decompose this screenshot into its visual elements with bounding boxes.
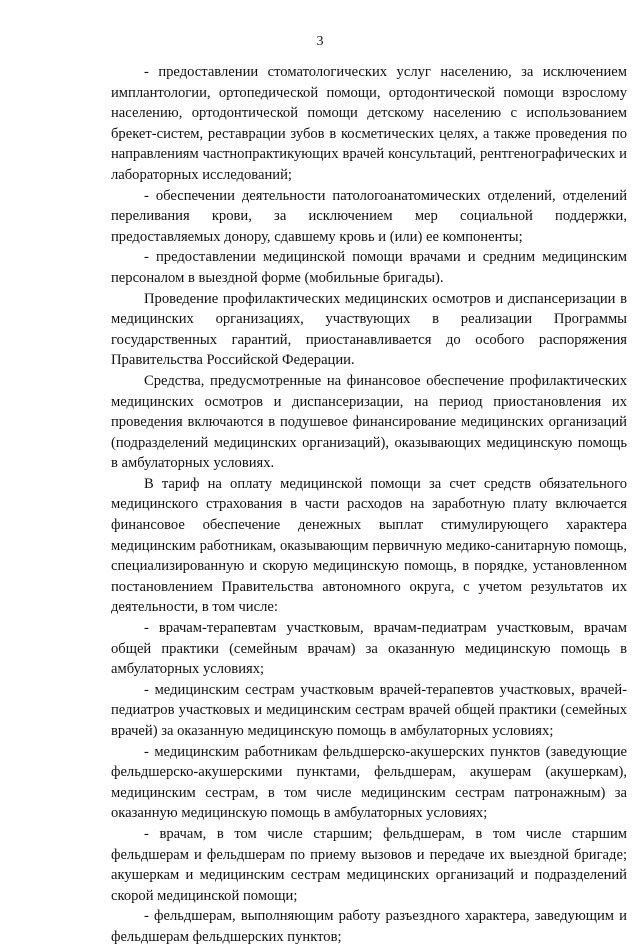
paragraph: - врачам-терапевтам участковым, врачам-педиатрам участковым, врачам общей практики (семейным врачам) за оказанную медицинскую помощь в амбулаторных условиях; (111, 620, 627, 678)
paragraph: - предоставлении медицинской помощи врачами и средним медицинским персоналом в выездной форме (мобильные бригады). (111, 249, 627, 286)
page-number: 3 (316, 34, 324, 49)
document-body (111, 62, 627, 948)
paragraph: - предоставлении стоматологических услуг населению, за исключением имплантологии, ортопедической помощи, ортодонтической помощи взрослому населению, ортодонтической помощи детскому населению с использованием брекет-систем, реставрации зубов в косметических целях, а также проведения по направлениям частнопрактикующих врачей консультаций, рентгенографических и лабораторных исследований; (111, 64, 627, 183)
paragraph: - медицинским работникам фельдшерско-акушерских пунктов (заведующие фельдшерско-акушерскими пунктами, фельдшерам, акушерам (акушеркам), медицинским сестрам, в том числе медицинским сестрам патронажным) за оказанную медицинскую помощь в амбулаторных условиях; (111, 743, 627, 822)
paragraph: - врачам, в том числе старшим; фельдшерам, в том числе старшим фельдшерам и фельдшерам по приему вызовов и передаче их выездной бригаде; акушеркам и медицинским сестрам медицинских организаций и подразделений скорой медицинской помощи; (111, 825, 627, 904)
paragraph: Средства, предусмотренные на финансовое обеспечение профилактических медицинских осмотров и диспансеризации, на период приостановления их проведения включаются в подушевое финансирование медицинских организаций (подразделений медицинских организаций), оказывающих медицинскую помощь в амбулаторных условиях. (111, 372, 627, 472)
paragraph: - обеспечении деятельности патологоанатомических отделений, отделений переливания крови, за исключением мер социальной поддержки, предоставляемых донору, сдавшему кровь и (или) ее компоненты; (111, 187, 627, 245)
paragraph: - фельдшерам, выполняющим работу разъездного характера, заведующим и фельдшерам фельдшерских пунктов; (111, 908, 627, 945)
paragraph: В тариф на оплату медицинской помощи за счет средств обязательного медицинского страхования в части расходов на заработную плату включается финансовое обеспечение денежных выплат стимулирующего характера медицинским работникам, оказывающим первичную медико-санитарную помощь, специализированную и скорую медицинскую помощь, в порядке, установленном постановлением Правительства автономного округа, с учетом результатов их деятельности, в том числе: (111, 475, 627, 616)
paragraph: - медицинским сестрам участковым врачей-терапевтов участковых, врачей-педиатров участковых и медицинским сестрам врачей общей практики (семейных врачей) за оказанную медицинскую помощь в амбулаторных условиях; (111, 681, 627, 739)
paragraph: Проведение профилактических медицинских осмотров и диспансеризации в медицинских организациях, участвующих в реализации Программы государственных гарантий, приостанавливается до особого распоряжения Правительства Российской Федерации. (111, 290, 627, 369)
